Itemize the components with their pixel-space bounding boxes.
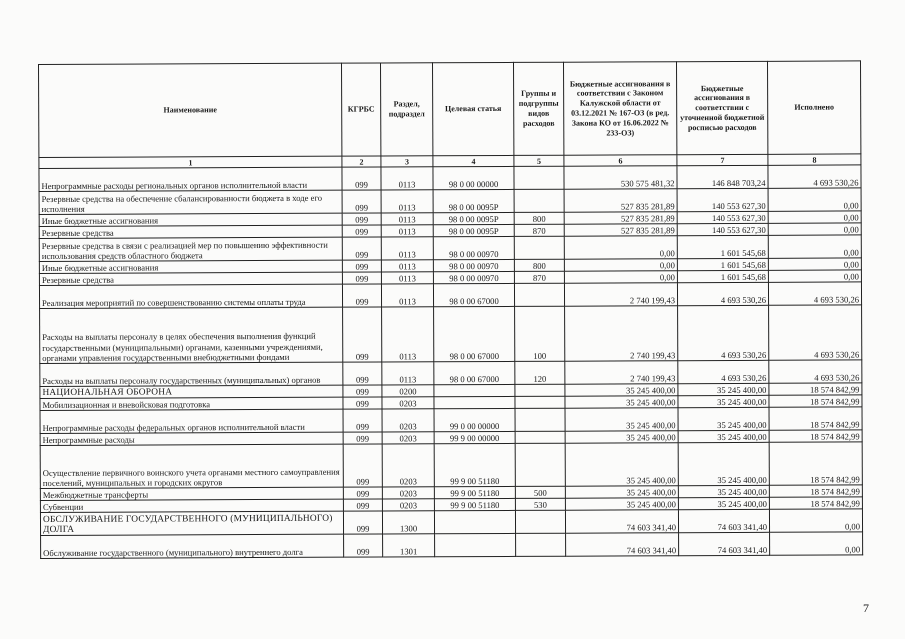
- row-refined-amount: 74 603 341,40: [679, 532, 770, 555]
- row-name: Расходы на выплаты персоналу государственных (муниципальных) органов: [40, 362, 343, 386]
- row-executed-amount: 0,00: [768, 235, 861, 258]
- row-target: 98 0 00 67000: [434, 361, 515, 384]
- row-law-amount: 35 245 400,00: [565, 431, 678, 443]
- row-refined-amount: 35 245 400,00: [678, 430, 769, 442]
- row-section: 0113: [381, 284, 433, 307]
- row-kgrbs: 099: [342, 237, 381, 260]
- row-group: [515, 510, 565, 533]
- row-target: 98 0 00 00000: [433, 166, 514, 189]
- row-executed-amount: 4 693 530,26: [769, 305, 862, 360]
- row-refined-amount: 4 693 530,26: [677, 282, 768, 305]
- header-target: Целевая статья: [432, 62, 513, 155]
- row-group: 870: [514, 224, 564, 236]
- row-target: 98 0 00 67000: [434, 306, 515, 361]
- row-name: Мобилизационная и вневойсковая подготовка: [40, 397, 343, 410]
- row-refined-amount: 140 553 627,30: [677, 223, 768, 235]
- row-kgrbs: 099: [343, 511, 382, 534]
- column-number: 2: [342, 156, 381, 167]
- row-executed-amount: 4 693 530,26: [768, 165, 861, 188]
- row-group: [515, 443, 565, 486]
- row-name: Осуществление первичного воинского учета органами местного самоуправления поселений, муниципальных и городских округов: [40, 444, 343, 488]
- row-refined-amount: 1 601 545,68: [677, 258, 768, 270]
- row-kgrbs: 099: [343, 499, 382, 511]
- row-name: Резервные средства: [39, 272, 342, 285]
- page-number: 7: [863, 601, 869, 615]
- table-row: [40, 360, 862, 387]
- column-number: 7: [677, 154, 768, 165]
- row-kgrbs: 099: [342, 167, 381, 190]
- row-law-amount: 35 245 400,00: [565, 443, 678, 486]
- row-kgrbs: 099: [343, 432, 382, 444]
- row-section: 0203: [382, 444, 434, 487]
- row-refined-amount: 74 603 341,40: [678, 509, 769, 532]
- row-refined-amount: 35 245 400,00: [678, 497, 769, 509]
- row-refined-amount: 35 245 400,00: [678, 442, 769, 485]
- row-target: [434, 510, 515, 533]
- row-kgrbs: 099: [343, 397, 382, 409]
- row-name: Непрограммные расходы региональных органов исполнительной власти: [39, 167, 342, 191]
- table-row: [40, 442, 862, 489]
- row-name: Межбюджетные трансферты: [40, 487, 343, 500]
- budget-table: [38, 60, 863, 559]
- row-target: [434, 384, 515, 396]
- row-target: 99 9 00 51180: [434, 443, 515, 486]
- row-executed-amount: 0,00: [768, 188, 861, 211]
- row-law-amount: 0,00: [564, 271, 677, 283]
- row-executed-amount: 18 574 842,99: [769, 407, 862, 430]
- row-kgrbs: 099: [343, 307, 382, 362]
- row-section: 0113: [381, 225, 433, 237]
- row-executed-amount: 0,00: [768, 223, 861, 235]
- row-group: 500: [515, 486, 565, 498]
- table-row: [39, 235, 861, 262]
- row-name: Резервные средства в связи с реализацией мер по повышению эффективности использования средств областного бюджета: [39, 237, 342, 261]
- row-section: 0113: [381, 213, 433, 225]
- header-groups: Группы и подгруппы видов расходов: [513, 62, 563, 155]
- row-executed-amount: 0,00: [769, 509, 862, 532]
- row-law-amount: 527 835 281,89: [564, 189, 677, 212]
- column-number: 3: [381, 156, 433, 167]
- row-target: 98 0 00 00970: [433, 236, 514, 259]
- row-section: 0203: [382, 432, 434, 444]
- row-executed-amount: 0,00: [768, 211, 861, 223]
- header-section: Раздел, подраздел: [380, 63, 432, 156]
- row-section: 0203: [382, 409, 434, 432]
- header-law: Бюджетные ассигнования в соответствии с Законом Калужской области от 03.12.2021 № 167-ОЗ (в ред. Закона КО от 16.06.2022 № 233-ОЗ): [563, 62, 676, 155]
- row-law-amount: 35 245 400,00: [565, 396, 678, 408]
- row-group: [515, 396, 565, 408]
- column-number: 1: [39, 156, 342, 168]
- table-row: [40, 509, 862, 536]
- row-refined-amount: 1 601 545,68: [677, 270, 768, 282]
- row-group: [515, 408, 565, 431]
- row-kgrbs: 099: [342, 213, 381, 225]
- row-refined-amount: 1 601 545,68: [677, 235, 768, 258]
- row-law-amount: 527 835 281,89: [564, 212, 677, 224]
- table-row: [39, 282, 861, 309]
- row-target: 98 0 00 0095P: [433, 224, 514, 236]
- row-name: Обслуживание государственного (муниципального) внутреннего долга: [41, 534, 344, 558]
- table-row: [40, 305, 862, 364]
- row-refined-amount: 140 553 627,30: [677, 188, 768, 211]
- row-kgrbs: 099: [343, 385, 382, 397]
- row-law-amount: 35 245 400,00: [565, 486, 678, 498]
- row-target: 98 0 00 0095P: [433, 189, 514, 212]
- row-section: 1301: [383, 534, 435, 557]
- row-executed-amount: 18 574 842,99: [769, 497, 862, 509]
- row-section: 1300: [382, 511, 434, 534]
- row-law-amount: 2 740 199,43: [564, 283, 677, 306]
- row-section: 0113: [381, 190, 433, 213]
- table-row: [39, 188, 861, 215]
- row-target: 99 9 00 51180: [434, 486, 515, 498]
- row-kgrbs: 099: [343, 362, 382, 385]
- row-name: Реализация мероприятий по совершенствованию системы оплаты труда: [39, 284, 342, 308]
- column-number: 6: [564, 155, 677, 166]
- row-refined-amount: 4 693 530,26: [678, 305, 769, 360]
- row-refined-amount: 140 553 627,30: [677, 211, 768, 223]
- row-law-amount: 35 245 400,00: [565, 384, 678, 396]
- row-refined-amount: 35 245 400,00: [678, 407, 769, 430]
- table-body: [39, 165, 863, 559]
- row-kgrbs: 099: [343, 444, 382, 487]
- row-executed-amount: 18 574 842,99: [769, 383, 862, 395]
- table-row: [41, 532, 863, 559]
- row-kgrbs: 099: [342, 225, 381, 237]
- row-group: [514, 166, 564, 189]
- row-section: 0203: [382, 487, 434, 499]
- row-law-amount: 2 740 199,43: [565, 306, 678, 361]
- row-executed-amount: 18 574 842,99: [769, 395, 862, 407]
- row-kgrbs: 099: [342, 284, 381, 307]
- row-group: 800: [514, 212, 564, 224]
- row-law-amount: 35 245 400,00: [565, 408, 678, 431]
- row-target: 99 9 00 00000: [434, 431, 515, 443]
- row-section: 0200: [382, 385, 434, 397]
- row-target: 98 0 00 67000: [433, 283, 514, 306]
- row-name: Расходы на выплаты персоналу в целях обеспечения выполнения функций государственными (муниципальными) органами, казенными учреждениями, органами управления государственными внебюджетными фондами: [40, 307, 343, 363]
- row-target: [435, 533, 516, 556]
- row-law-amount: 74 603 341,40: [565, 510, 678, 533]
- row-group: 100: [515, 306, 565, 361]
- row-executed-amount: 18 574 842,99: [769, 485, 862, 497]
- row-name: Резервные средства на обеспечение сбалансированности бюджета в ходе его исполнения: [39, 190, 342, 214]
- row-group: [514, 283, 564, 306]
- row-refined-amount: 35 245 400,00: [678, 485, 769, 497]
- row-law-amount: 74 603 341,40: [566, 533, 679, 556]
- table-row: [40, 407, 862, 434]
- row-name: Непрограммные расходы: [40, 432, 343, 445]
- row-section: 0113: [381, 272, 433, 284]
- row-refined-amount: 35 245 400,00: [678, 383, 769, 395]
- row-name: ОБСЛУЖИВАНИЕ ГОСУДАРСТВЕННОГО (МУНИЦИПАЛЬНОГО) ДОЛГА: [40, 511, 343, 535]
- row-kgrbs: 099: [342, 260, 381, 272]
- row-name: Субвенции: [40, 499, 343, 512]
- row-section: 0113: [382, 307, 434, 362]
- row-group: 870: [514, 271, 564, 283]
- row-kgrbs: 099: [343, 409, 382, 432]
- column-number: 4: [433, 155, 514, 166]
- row-target: 98 0 00 0095P: [433, 212, 514, 224]
- row-executed-amount: 0,00: [768, 258, 861, 270]
- row-law-amount: 35 245 400,00: [565, 498, 678, 510]
- row-section: 0113: [381, 260, 433, 272]
- row-group: 120: [515, 361, 565, 384]
- row-group: [516, 533, 566, 556]
- row-refined-amount: 146 848 703,24: [677, 165, 768, 188]
- row-group: 800: [514, 259, 564, 271]
- row-kgrbs: 099: [343, 487, 382, 499]
- row-section: 0203: [382, 499, 434, 511]
- row-name: Резервные средства: [39, 225, 342, 238]
- row-executed-amount: 0,00: [770, 532, 863, 555]
- row-law-amount: 530 575 481,32: [564, 166, 677, 189]
- header-row: [39, 61, 861, 158]
- row-law-amount: 0,00: [564, 259, 677, 271]
- row-target: 99 0 00 00000: [434, 408, 515, 431]
- row-name: Иные бюджетные ассигнования: [39, 260, 342, 273]
- row-group: 530: [515, 498, 565, 510]
- row-group: [515, 431, 565, 443]
- row-target: 98 0 00 00970: [433, 259, 514, 271]
- row-section: 0113: [381, 167, 433, 190]
- table-row: [39, 165, 861, 192]
- row-executed-amount: 4 693 530,26: [769, 360, 862, 383]
- header-executed: Исполнено: [767, 61, 860, 154]
- row-kgrbs: 099: [344, 534, 383, 557]
- row-law-amount: 2 740 199,43: [565, 361, 678, 384]
- row-name: Иные бюджетные ассигнования: [39, 213, 342, 226]
- row-executed-amount: 0,00: [768, 270, 861, 282]
- row-name: НАЦИОНАЛЬНАЯ ОБОРОНА: [40, 385, 343, 398]
- row-group: [514, 236, 564, 259]
- row-kgrbs: 099: [342, 272, 381, 284]
- column-number: 8: [768, 154, 861, 165]
- row-name: Непрограммные расходы федеральных органов исполнительной власти: [40, 409, 343, 433]
- row-section: 0113: [381, 237, 433, 260]
- row-law-amount: 527 835 281,89: [564, 224, 677, 236]
- row-section: 0113: [382, 362, 434, 385]
- row-executed-amount: 4 693 530,26: [768, 282, 861, 305]
- header-kgrbs: КГРБС: [341, 63, 380, 156]
- row-law-amount: 0,00: [564, 236, 677, 259]
- row-target: [434, 396, 515, 408]
- row-executed-amount: 18 574 842,99: [769, 442, 862, 485]
- row-group: [515, 384, 565, 396]
- row-kgrbs: 099: [342, 190, 381, 213]
- column-number: 5: [514, 155, 564, 166]
- row-group: [514, 189, 564, 212]
- row-refined-amount: 4 693 530,26: [678, 360, 769, 383]
- row-executed-amount: 18 574 842,99: [769, 430, 862, 442]
- row-target: 99 9 00 51180: [434, 498, 515, 510]
- header-refined: Бюджетные ассигнования в соответствии с уточненной бюджетной росписью расходов: [676, 61, 767, 154]
- header-name: Наименование: [39, 63, 342, 157]
- row-target: 98 0 00 00970: [433, 271, 514, 283]
- row-section: 0203: [382, 397, 434, 409]
- row-refined-amount: 35 245 400,00: [678, 395, 769, 407]
